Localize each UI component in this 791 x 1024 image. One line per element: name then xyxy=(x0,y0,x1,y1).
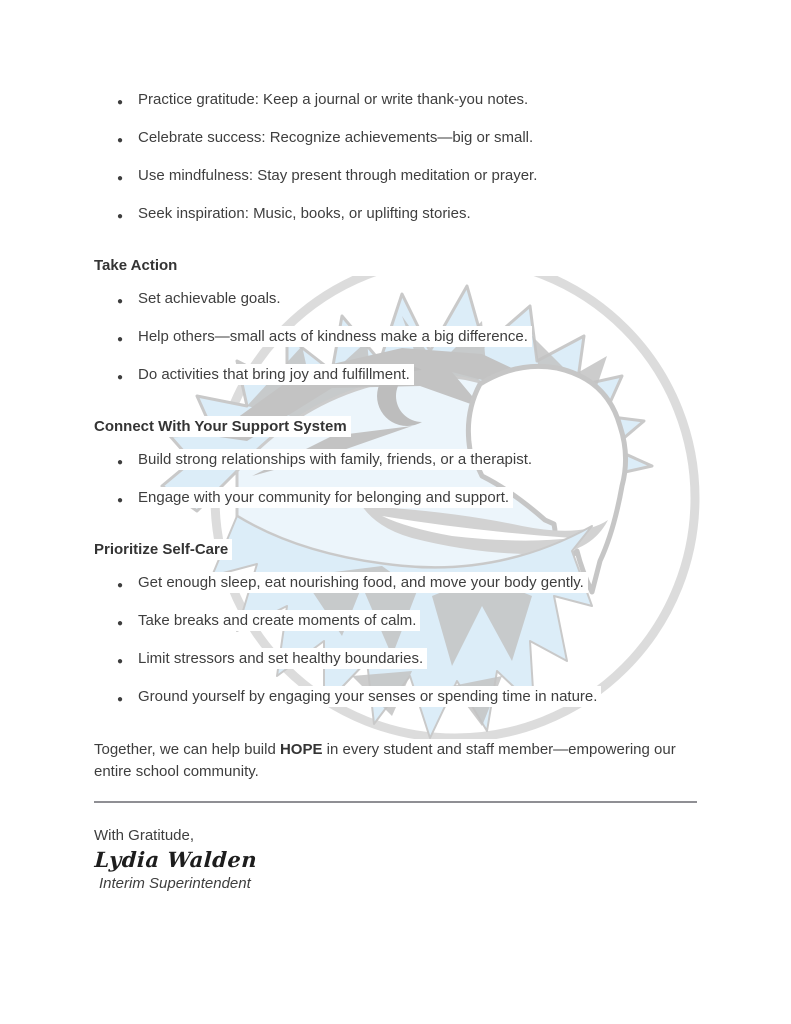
closing-paragraph xyxy=(94,739,697,783)
take-action-bullet-list xyxy=(94,289,697,384)
list-item xyxy=(94,611,697,630)
list-item xyxy=(94,204,697,223)
signer-title: Interim Superintendent xyxy=(99,875,251,892)
bullet-text: Celebrate success: Recognize achievements—big or small. xyxy=(138,127,537,148)
closing-text-start: Together, we can help build xyxy=(94,741,280,758)
list-item xyxy=(94,488,697,507)
section-heading-connect: Connect With Your Support System xyxy=(94,417,697,436)
bullet-text: Help others—small acts of kindness make a big difference. xyxy=(138,326,532,347)
salutation: With Gratitude, xyxy=(94,827,195,844)
list-item xyxy=(94,128,697,147)
bullet-text: Engage with your community for belonging and support. xyxy=(138,487,513,508)
intro-bullet-list xyxy=(94,90,697,223)
list-item xyxy=(94,649,697,668)
closing-text-end: in every student and staff member—empowering our entire school community. xyxy=(94,741,676,780)
list-item xyxy=(94,687,697,706)
list-item xyxy=(94,365,697,384)
bullet-text: Do activities that bring joy and fulfillment. xyxy=(138,364,414,385)
connect-bullet-list xyxy=(94,450,697,507)
section-heading-self-care: Prioritize Self-Care xyxy=(94,540,697,559)
closing-text-hope: HOPE xyxy=(279,741,323,758)
list-item xyxy=(94,450,697,469)
self-care-bullet-list xyxy=(94,573,697,706)
list-item xyxy=(94,573,697,592)
signature-divider xyxy=(94,801,697,803)
bullet-text: Use mindfulness: Stay present through meditation or prayer. xyxy=(138,165,541,186)
bullet-text: Build strong relationships with family, friends, or a therapist. xyxy=(138,449,536,470)
bullet-text: Get enough sleep, eat nourishing food, and move your body gently. xyxy=(138,572,588,593)
list-item xyxy=(94,289,697,308)
list-item xyxy=(94,327,697,346)
bullet-text: Seek inspiration: Music, books, or uplifting stories. xyxy=(138,203,475,224)
list-item xyxy=(94,166,697,185)
bullet-text: Limit stressors and set healthy boundaries. xyxy=(138,648,427,669)
bullet-text: Take breaks and create moments of calm. xyxy=(138,610,420,631)
bullet-text: Ground yourself by engaging your senses or spending time in nature. xyxy=(138,686,601,707)
bullet-text: Practice gratitude: Keep a journal or write thank-you notes. xyxy=(138,89,532,110)
signature-lydia-walden: Lydia Walden xyxy=(94,847,258,872)
list-item xyxy=(94,90,697,109)
section-heading-take-action: Take Action xyxy=(94,256,697,275)
bullet-text: Set achievable goals. xyxy=(138,288,285,309)
